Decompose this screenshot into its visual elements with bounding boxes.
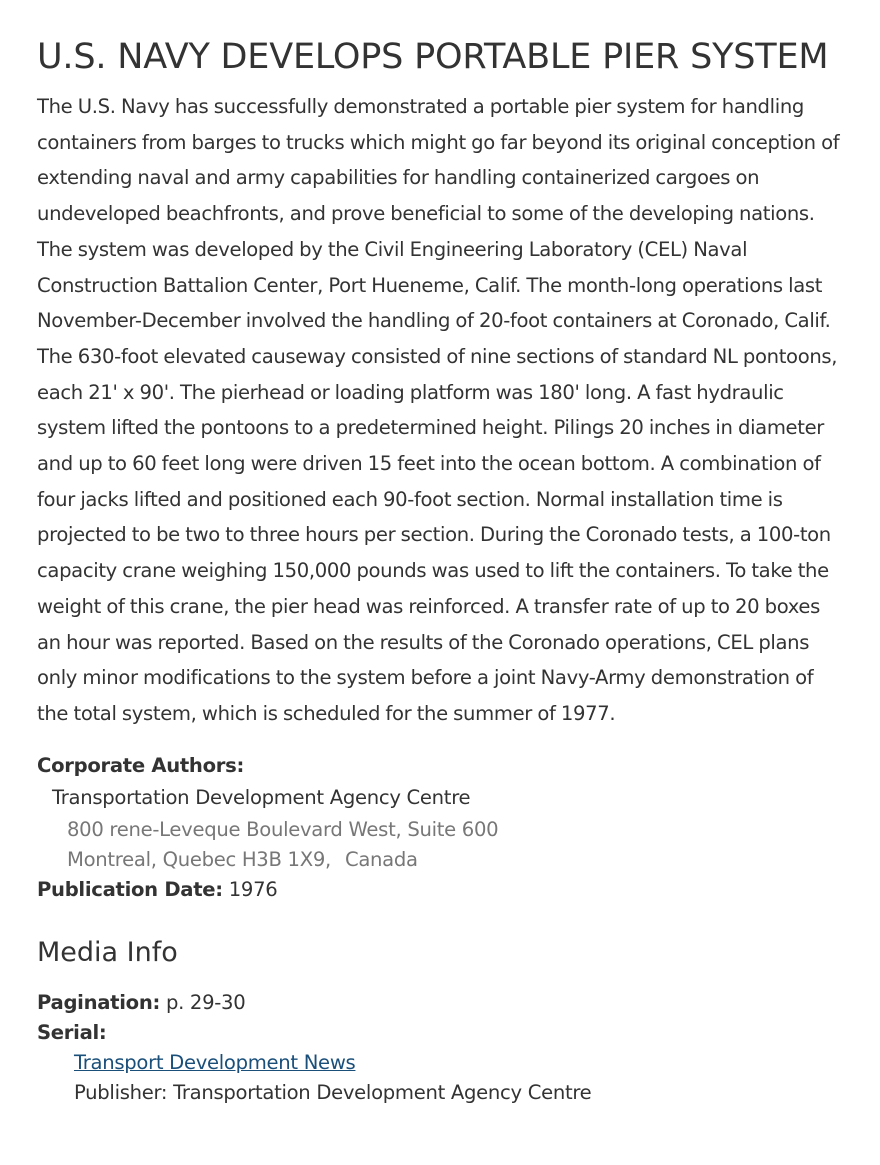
author-city-postal: Montreal, Quebec H3B 1X9, (67, 847, 331, 871)
publication-date (37, 875, 880, 905)
publication-date-value: 1976 (228, 877, 278, 901)
pagination (37, 988, 880, 1018)
author-country: Canada (344, 847, 418, 871)
media-info-block (37, 988, 880, 1108)
pagination-label: Pagination: (37, 990, 160, 1014)
corporate-authors-label: Corporate Authors: (37, 753, 245, 777)
corporate-author-name: Transportation Development Agency Centre (52, 785, 471, 809)
serial-item (37, 1048, 880, 1078)
abstract-text: The U.S. Navy has successfully demonstrated a portable pier system for handling containers from barges to trucks which might go far beyond its original conception of extending naval and army capabilities for handling containerized cargoes on undeveloped beachfronts, and prove beneficial to some of the developing nations. The system was developed by the Civil Engineering Laboratory (CEL) Naval Construction Battalion Center, Port Hueneme, Calif. The month-long operations last November-December involved the handling of 20-foot containers at Coronado, Calif. The 630-foot elevated causeway consisted of nine sections of standard NL pontoons, each 21' x 90'. The pierhead or loading platform was 180' long. A fast hydraulic system lifted the pontoons to a predetermined height. Pilings 20 inches in diameter and up to 60 feet long were driven 15 feet into the ocean bottom. A combination of four jacks lifted and positioned each 90-foot section. Normal installation time is projected to be two to three hours per section. During the Coronado tests, a 100-ton capacity crane weighing 150,000 pounds was used to lift the containers. To take the weight of this crane, the pier head was reinforced. A transfer rate of up to 20 boxes an hour was reported. Based on the results of the Coronado operations, CEL plans only minor modifications to the system before a joint Navy-Army demonstration of the total system, which is scheduled for the summer of 1977. (37, 95, 840, 725)
pagination-value: p. 29-30 (165, 990, 246, 1014)
serial-publisher: Publisher: Transportation Development Agency Centre (74, 1080, 592, 1104)
serial-title-link[interactable]: Transport Development News (74, 1050, 356, 1074)
media-info-heading: Media Info (37, 936, 178, 968)
serial-label: Serial: (37, 1020, 107, 1044)
publication-date-label: Publication Date: (37, 877, 223, 901)
page-title: U.S. NAVY DEVELOPS PORTABLE PIER SYSTEM (37, 37, 829, 77)
author-address-line1: 800 rene-Leveque Boulevard West, Suite 600 (67, 817, 499, 841)
record-metadata (37, 751, 880, 905)
author-address-line2 (37, 845, 880, 875)
